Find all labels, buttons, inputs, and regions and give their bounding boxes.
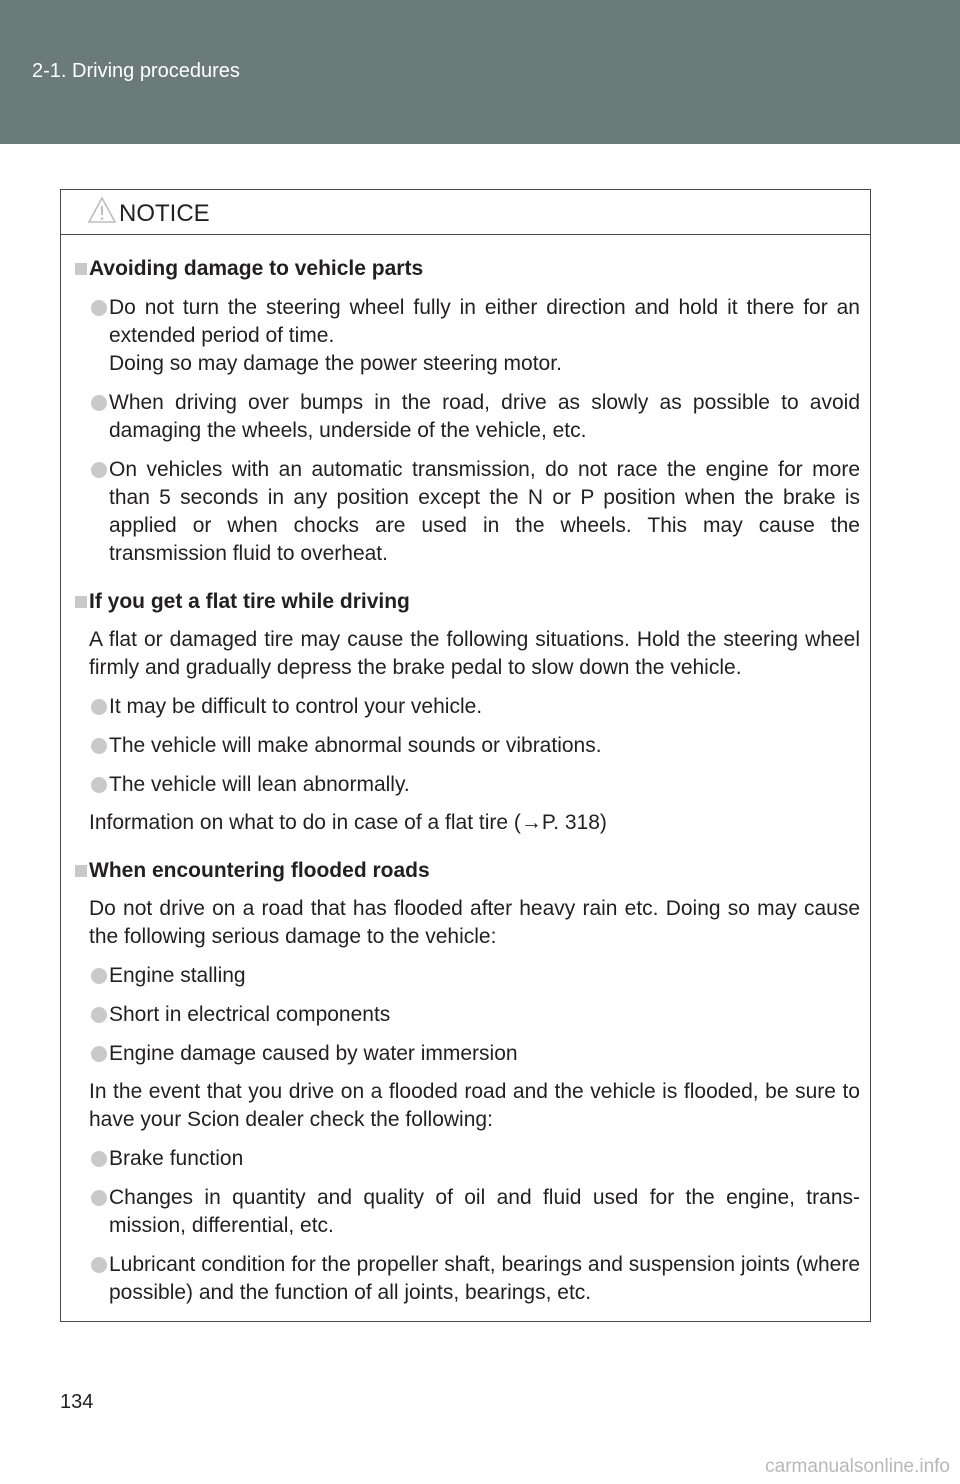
text-line: It may be difficult to control your vehicle. [109,695,483,718]
round-bullet-icon [91,777,107,793]
text-line: Do not drive on a road that has flooded after heavy rain etc. Doing so may cause the following serious damage to the vehicle: [89,897,860,948]
bullet-item [75,1145,860,1173]
round-bullet-icon [91,1007,107,1023]
bullet-item [75,1184,860,1240]
text-line: In the event that you drive on a flooded road and the vehicle is flooded, be sure to have your Scion dealer check the following: [89,1080,860,1131]
paragraph [75,626,860,682]
notice-title: NOTICE [119,200,210,227]
round-bullet-icon [91,968,107,984]
text-line: Lubricant condition for the propeller shaft, bearings and suspension joints (where possible) and the function of all joints, bearings, etc. [109,1253,860,1304]
page-number: 134 [60,1391,94,1413]
paragraph [75,1078,860,1134]
bullet-item [75,1001,860,1029]
square-bullet-icon [75,596,87,608]
text-line: The vehicle will make abnormal sounds or vibrations. [109,734,602,757]
section-title: 2-1. Driving procedures [32,60,240,82]
text-line: When driving over bumps in the road, drive as slowly as possible to avoid damaging the wheels, underside of the vehicle, etc. [109,391,860,442]
notice-header [61,190,870,235]
section-heading-text: Avoiding damage to vehicle parts [89,257,424,280]
paragraph [75,809,860,837]
text-line: On vehicles with an automatic transmission, do not race the engine for more than 5 seconds in any position except the N or P position when the brake is applied or when chocks are used in the wheels. This may cause the transmission fluid to overheat. [109,458,860,565]
bullet-item [75,1040,860,1068]
square-bullet-icon [75,865,87,877]
bullet-item [75,962,860,990]
text-line: The vehicle will lean abnormally. [109,773,410,796]
text-line: Short in electrical components [109,1003,391,1026]
round-bullet-icon [91,1257,107,1273]
bullet-item [75,389,860,445]
text-line: Information on what to do in case of a flat tire (→P. 318) [89,811,607,834]
text-line: Engine damage caused by water immersion [109,1042,518,1065]
section-heading [75,255,860,283]
warning-icon [87,196,117,224]
text-line: Doing so may damage the power steering motor. [109,352,562,375]
section-heading [75,588,860,616]
bullet-item [75,294,860,378]
notice-box [60,189,871,1322]
round-bullet-icon [91,1151,107,1167]
section-heading-text: When encountering flooded roads [89,859,430,882]
watermark: carmanualsonline.info [765,1456,950,1477]
text-line: Brake function [109,1147,244,1170]
bullet-item [75,456,860,568]
bullet-item [75,771,860,799]
text-line: A flat or damaged tire may cause the following situations. Hold the steering wheel firmly and gradually depress the brake pedal to slow down the vehicle. [89,628,860,679]
text-line: Engine stalling [109,964,246,987]
round-bullet-icon [91,738,107,754]
notice-content [61,235,870,1307]
paragraph [75,895,860,951]
text-line: Changes in quantity and quality of oil and fluid used for the engine, trans-mission, differential, etc. [109,1186,860,1237]
round-bullet-icon [91,1046,107,1062]
text-line: Do not turn the steering wheel fully in either direction and hold it there for an extended period of time. [109,296,860,347]
square-bullet-icon [75,263,87,275]
bullet-item [75,693,860,721]
bullet-item [75,1251,860,1307]
section-heading [75,857,860,885]
round-bullet-icon [91,699,107,715]
section-heading-text: If you get a flat tire while driving [89,590,410,613]
round-bullet-icon [91,300,107,316]
bullet-item [75,732,860,760]
page-header [0,0,960,144]
round-bullet-icon [91,462,107,478]
round-bullet-icon [91,1190,107,1206]
round-bullet-icon [91,395,107,411]
